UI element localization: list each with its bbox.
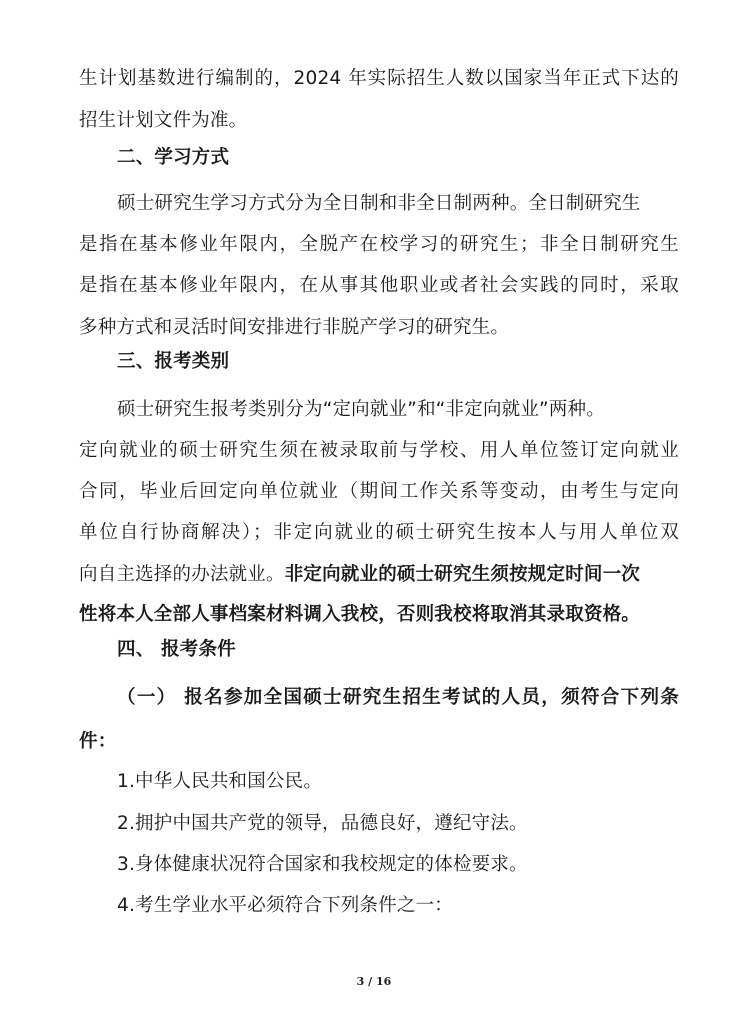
page-number: 3 / 16 [356, 975, 392, 988]
paragraph-line: 是指在基本修业年限内，在从事其他职业或者社会实践的同时，采取 [79, 275, 679, 296]
requirement-item: 4.考生学业水平必须符合下列条件之一： [117, 895, 453, 916]
paragraph-line: 招生计划文件为准。 [79, 110, 248, 131]
requirement-item: 3.身体健康状况符合国家和我校规定的体检要求。 [117, 854, 528, 875]
requirement-item: 2.拥护中国共产党的领导，品德良好，遵纪守法。 [117, 813, 528, 834]
paragraph-line: 硕士研究生报考类别分为“定向就业”和“非定向就业”两种。 [117, 399, 605, 420]
paragraph-line: 多种方式和灵活时间安排进行非脱产学习的研究生。 [79, 317, 510, 338]
paragraph-line: 硕士研究生学习方式分为全日制和非全日制两种。全日制研究生 [117, 193, 641, 214]
requirement-item: 1.中华人民共和国公民。 [117, 771, 323, 792]
paragraph-line: 是指在基本修业年限内，全脱产在校学习的研究生；非全日制研究生 [79, 234, 679, 255]
paragraph-text: 向自主选择的办法就业。 [79, 564, 285, 585]
paragraph-line: 定向就业的硕士研究生须在被录取前与学校、用人单位签订定向就业 [79, 440, 679, 461]
paragraph-line: 合同，毕业后回定向单位就业（期间工作关系等变动，由考生与定向 [79, 481, 679, 502]
section-heading-application-type: 三、报考类别 [117, 351, 230, 372]
paragraph-line: 单位自行协商解决）；非定向就业的硕士研究生按本人与用人单位双 [79, 522, 679, 543]
paragraph-line [79, 563, 679, 587]
section-heading-requirements: 四、 报考条件 [117, 639, 236, 660]
subsection-heading-continued: 件： [79, 731, 117, 752]
paragraph-line: 生计划基数进行编制的，2024 年实际招生人数以国家当年正式下达的 [79, 68, 679, 89]
section-heading-study-mode: 二、学习方式 [117, 147, 230, 168]
bold-notice-text: 非定向就业的硕士研究生须按规定时间一次 [284, 564, 641, 585]
subsection-heading: （一） 报名参加全国硕士研究生招生考试的人员，须符合下列条 [117, 687, 679, 708]
bold-notice-line: 性将本人全部人事档案材料调入我校，否则我校将取消其录取资格。 [79, 604, 641, 625]
